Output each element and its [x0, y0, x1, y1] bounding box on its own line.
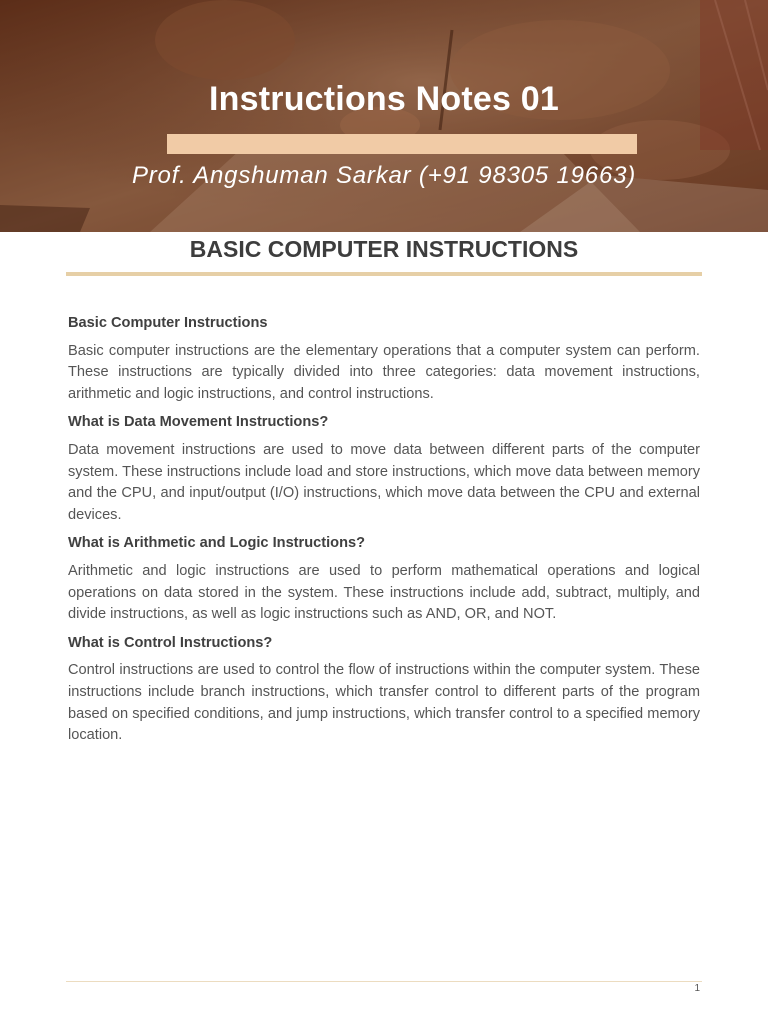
page-number: 1 — [694, 983, 700, 994]
section-divider — [66, 272, 702, 276]
paragraph-control: Control instructions are used to control the flow of instructions within the computer system. These instructions include branch instructions, which transfer control to different parts of the program based on specified conditions, and jump instructions, which transfer control to a specified memory location. — [68, 662, 700, 744]
author-line: Prof. Angshuman Sarkar (+91 98305 19663) — [131, 162, 637, 189]
paragraph-data-movement: Data movement instructions are used to move data between different parts of the computer system. These instructions include load and store instructions, which move data between memory and the CPU, and input/output (I/O) instructions, which move data between the CPU and external devices. — [68, 441, 700, 523]
subheading-data-movement: What is Data Movement Instructions? — [68, 414, 329, 431]
paragraph-basic-computer-instructions: Basic computer instructions are the elementary operations that a computer system can perform. These instructions are typically divided into three categories: data movement instructions, arithmetic and logic instructions, and control instructions. — [68, 342, 700, 402]
document-body — [68, 313, 700, 754]
subheading-basic-computer-instructions: Basic Computer Instructions — [68, 315, 268, 331]
title-accent-bar — [167, 134, 637, 154]
subheading-control: What is Control Instructions? — [68, 634, 273, 651]
subheading-arithmetic-logic: What is Arithmetic and Logic Instructions? — [68, 535, 366, 552]
document-title: Instructions Notes 01 — [209, 80, 559, 118]
section-heading: BASIC COMPUTER INSTRUCTIONS — [189, 236, 579, 262]
paragraph-arithmetic-logic: Arithmetic and logic instructions are used to perform mathematical operations and logical operations on data stored in the system. These instructions include add, subtract, multiply, and divide instructions, as well as logic instructions such as AND, OR, and NOT. — [68, 562, 700, 623]
footer-divider — [66, 981, 702, 982]
header-banner — [0, 0, 768, 232]
